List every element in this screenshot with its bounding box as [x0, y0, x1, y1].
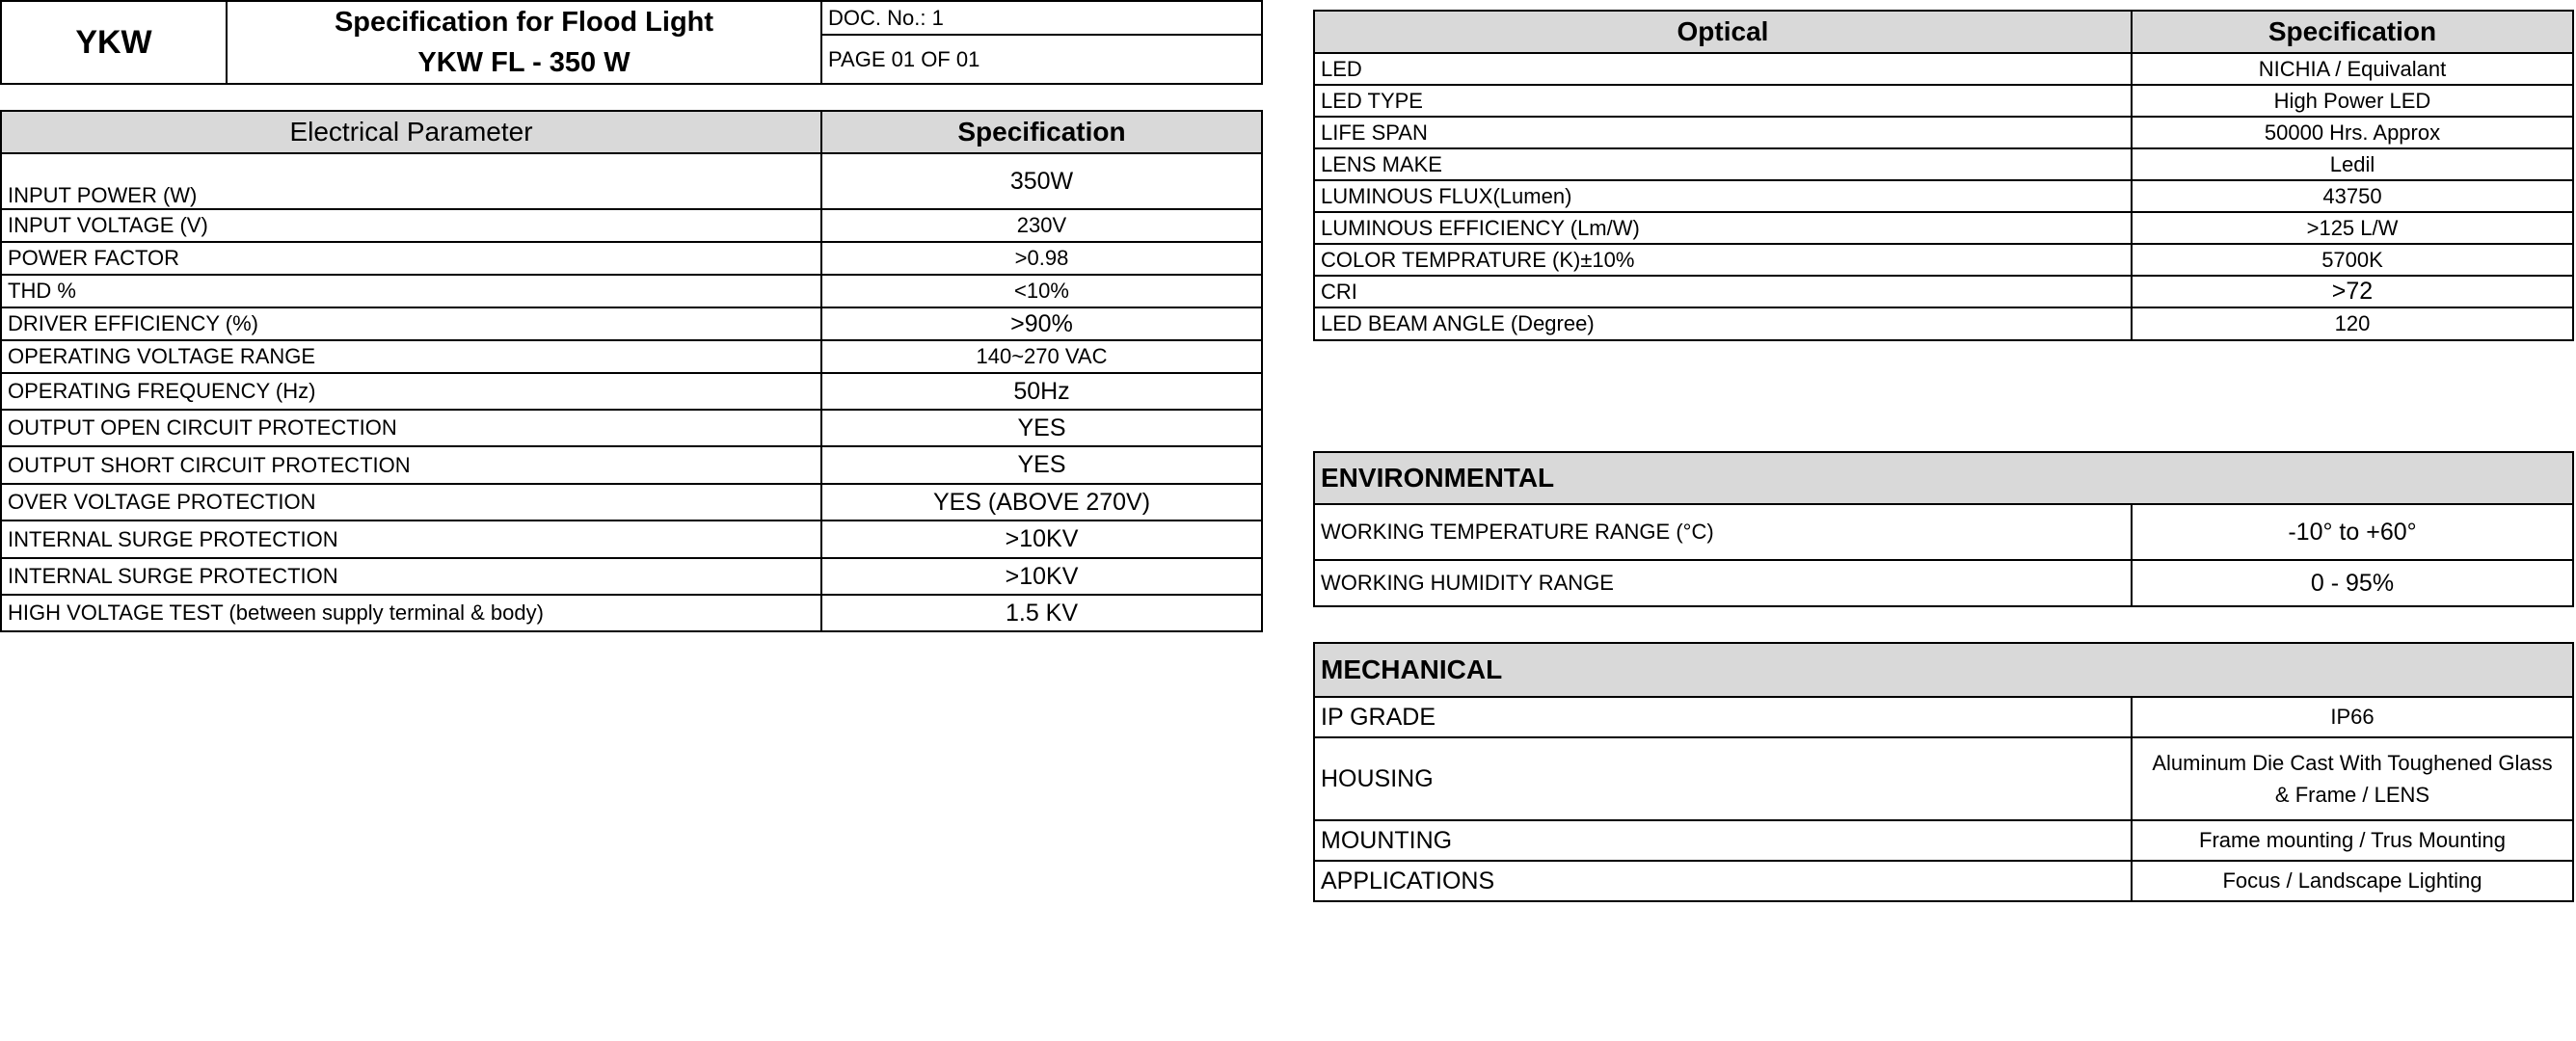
- electrical-row-label: POWER FACTOR: [1, 242, 821, 275]
- housing-value-line-2: & Frame / LENS: [2274, 783, 2430, 807]
- environmental-table: [1313, 451, 2574, 607]
- optical-row-value: High Power LED: [2132, 85, 2573, 117]
- optical-table: [1313, 10, 2574, 341]
- optical-param-header: Optical: [1314, 11, 2132, 53]
- optical-row-label: LED BEAM ANGLE (Degree): [1314, 307, 2132, 340]
- electrical-row-value: YES: [821, 410, 1262, 446]
- title-line-1: Specification for Flood Light: [334, 7, 714, 38]
- electrical-row-value: 230V: [821, 209, 1262, 242]
- environmental-row-value: 0 - 95%: [2132, 560, 2573, 606]
- environmental-row-label: WORKING TEMPERATURE RANGE (°C): [1314, 504, 2132, 560]
- document-title: [227, 1, 821, 84]
- doc-number: DOC. No.: 1: [821, 1, 1262, 35]
- mechanical-row-value: IP66: [2132, 697, 2573, 737]
- optical-row-value: >72: [2132, 276, 2573, 307]
- optical-row-value: NICHIA / Equivalant: [2132, 53, 2573, 85]
- company-logo-text: YKW: [1, 1, 227, 84]
- electrical-row-label: OPERATING VOLTAGE RANGE: [1, 340, 821, 373]
- electrical-table: [0, 110, 1263, 632]
- electrical-row-label: OUTPUT OPEN CIRCUIT PROTECTION: [1, 410, 821, 446]
- page-number: PAGE 01 OF 01: [821, 35, 1262, 84]
- environmental-row-value: -10° to +60°: [2132, 504, 2573, 560]
- optical-row-value: 50000 Hrs. Approx: [2132, 117, 2573, 148]
- mechanical-row-value: Frame mounting / Trus Mounting: [2132, 820, 2573, 861]
- electrical-param-header: Electrical Parameter: [1, 111, 821, 153]
- mechanical-row-label: IP GRADE: [1314, 697, 2132, 737]
- electrical-row-value: 50Hz: [821, 373, 1262, 410]
- optical-row-label: LED: [1314, 53, 2132, 85]
- optical-row-label: LUMINOUS EFFICIENCY (Lm/W): [1314, 212, 2132, 244]
- electrical-row-value: 1.5 KV: [821, 595, 1262, 631]
- housing-value-line-1: Aluminum Die Cast With Toughened Glass: [2152, 751, 2553, 775]
- mechanical-title: MECHANICAL: [1314, 643, 2573, 697]
- optical-row-label: CRI: [1314, 276, 2132, 307]
- electrical-row-label: OUTPUT SHORT CIRCUIT PROTECTION: [1, 446, 821, 484]
- optical-row-value: 43750: [2132, 180, 2573, 212]
- electrical-row-value: >90%: [821, 307, 1262, 340]
- optical-row-label: LIFE SPAN: [1314, 117, 2132, 148]
- electrical-row-value: YES: [821, 446, 1262, 484]
- electrical-row-label: INPUT POWER (W): [1, 153, 821, 209]
- electrical-row-label: INTERNAL SURGE PROTECTION: [1, 520, 821, 558]
- optical-row-label: LENS MAKE: [1314, 148, 2132, 180]
- mechanical-row-label: APPLICATIONS: [1314, 861, 2132, 901]
- optical-row-label: LED TYPE: [1314, 85, 2132, 117]
- electrical-row-value: >0.98: [821, 242, 1262, 275]
- electrical-row-label: HIGH VOLTAGE TEST (between supply terminal & body): [1, 595, 821, 631]
- electrical-row-value: <10%: [821, 275, 1262, 307]
- optical-row-value: >125 L/W: [2132, 212, 2573, 244]
- mechanical-row-label: MOUNTING: [1314, 820, 2132, 861]
- electrical-row-label: DRIVER EFFICIENCY (%): [1, 307, 821, 340]
- environmental-row-label: WORKING HUMIDITY RANGE: [1314, 560, 2132, 606]
- electrical-row-value: >10KV: [821, 558, 1262, 595]
- mechanical-table: [1313, 642, 2574, 902]
- optical-row-value: 5700K: [2132, 244, 2573, 276]
- optical-row-value: Ledil: [2132, 148, 2573, 180]
- optical-row-label: LUMINOUS FLUX(Lumen): [1314, 180, 2132, 212]
- optical-row-label: COLOR TEMPRATURE (K)±10%: [1314, 244, 2132, 276]
- electrical-row-value: 350W: [821, 153, 1262, 209]
- optical-spec-header: Specification: [2132, 11, 2573, 53]
- electrical-row-label: OVER VOLTAGE PROTECTION: [1, 484, 821, 520]
- optical-row-value: 120: [2132, 307, 2573, 340]
- mechanical-row-value: Focus / Landscape Lighting: [2132, 861, 2573, 901]
- electrical-row-value: YES (ABOVE 270V): [821, 484, 1262, 520]
- environmental-title: ENVIRONMENTAL: [1314, 452, 2573, 504]
- document-header: [0, 0, 1263, 85]
- mechanical-row-label: HOUSING: [1314, 737, 2132, 820]
- electrical-row-label: INPUT VOLTAGE (V): [1, 209, 821, 242]
- electrical-row-label: OPERATING FREQUENCY (Hz): [1, 373, 821, 410]
- electrical-row-label: THD %: [1, 275, 821, 307]
- electrical-row-value: >10KV: [821, 520, 1262, 558]
- mechanical-row-value: [2132, 737, 2573, 820]
- electrical-row-label: INTERNAL SURGE PROTECTION: [1, 558, 821, 595]
- electrical-spec-header: Specification: [821, 111, 1262, 153]
- electrical-row-value: 140~270 VAC: [821, 340, 1262, 373]
- title-line-2: YKW FL - 350 W: [417, 47, 631, 78]
